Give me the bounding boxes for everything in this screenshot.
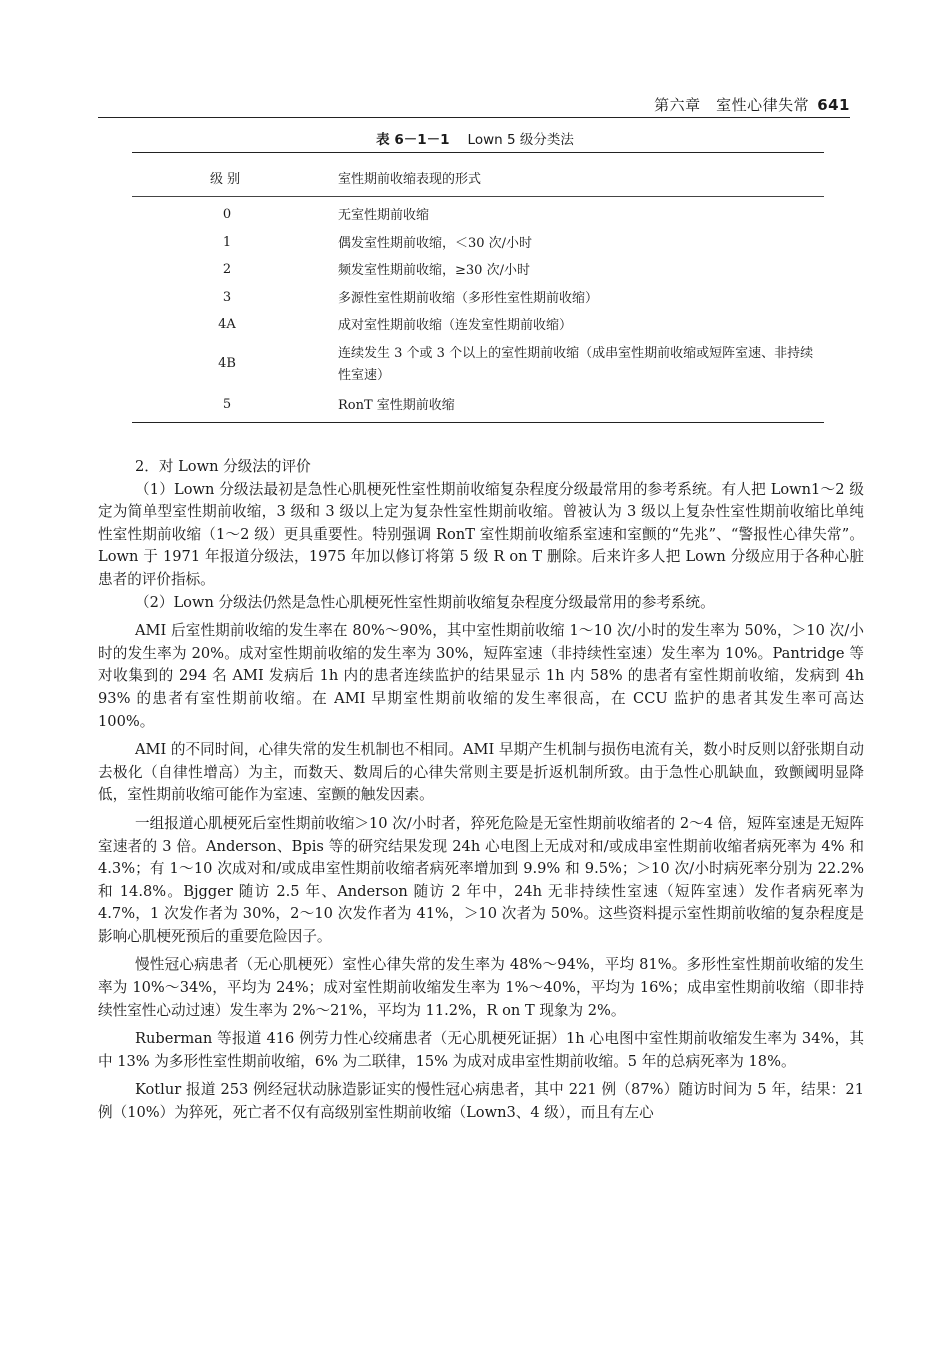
table-title: Lown 5 级分类法 [467,132,574,148]
page-number: 641 [817,96,850,114]
chapter-title: 第六章 室性心律失常 [654,96,810,114]
body-text [98,456,864,1125]
row-form: RonT 室性期前收缩 [338,398,455,413]
paragraph: 慢性冠心病患者（无心肌梗死）室性心律失常的发生率为 48%～94%，平均 81%。多形性室性期前收缩的发生率为 10%～34%，平均为 24%；成对室性期前收缩发生率为 1%～40%，平均为 16%；成串室性期前收缩（即非持续性室性心动过速）发生率为 2%～21%，平均为 11.2%，R on T 现象为 2%。 [98,956,864,1019]
row-grade: 4A [218,317,236,332]
section-heading: 2．对 Lown 分级法的评价 [135,458,311,475]
paragraph: AMI 后室性期前收缩的发生率在 80%～90%，其中室性期前收缩 1～10 次/小时的发生率为 50%，＞10 次/小时的发生率为 20%。成对室性期前收缩的发生率为 30%，短阵室速（非持续性室速）发生率为 10%。Pantridge 等对收集到的 294 名 AMI 发病后 1h 内的患者连续监护的结果显示 1h 内 58% 的患者有室性期前收缩，发病到 4h 93% 的患者有室性期前收缩。在 AMI 早期室性期前收缩的发生率很高，在 CCU 监护的患者其发生率可高达 100%。 [98,622,864,730]
row-form: 无室性期前收缩 [338,208,430,223]
row-grade: 2 [222,262,232,277]
header-form: 室性期前收缩表现的形式 [338,172,482,187]
paragraph: （1）Lown 分级法最初是急性心肌梗死性室性期前收缩复杂程度分级最常用的参考系统。有人把 Lown1～2 级定为简单型室性期前收缩，3 级和 3 级以上定为复杂性室性期前收缩。曾被认为 3 级以上复杂性室性期前收缩比单纯性室性期前收缩（1～2 级）更具重要性。特别强调 RonT 室性期前收缩系室速和室颤的“先兆”、“警报性心律失常”。Lown 于 1971 年报道分级法，1975 年加以修订将第 5 级 R on T 删除。后来许多人把 Lown 分级应用于各种心脏患者的评价指标。 [98,480,864,588]
running-head-text [654,94,850,115]
table-top-rule [132,152,824,153]
row-grade: 4B [218,356,236,371]
table-number: 表 6－1－1 [376,132,450,148]
table-header-rule [132,196,824,197]
row-form: 多源性室性期前收缩（多形性室性期前收缩） [338,291,599,306]
row-grade: 0 [222,207,232,222]
table-caption [0,128,950,148]
table-bottom-rule [132,422,824,423]
row-form: 连续发生 3 个或 3 个以上的室性期前收缩（成串室性期前收缩或短阵室速、非持续性室速） [338,346,814,383]
row-grade: 1 [222,235,232,250]
row-grade: 3 [222,290,232,305]
header-grade: 级 别 [210,172,241,187]
running-head [98,94,850,118]
row-grade: 5 [222,397,232,412]
paragraph: 一组报道心肌梗死后室性期前收缩＞10 次/小时者，猝死危险是无室性期前收缩者的 2～4 倍，短阵室速是无短阵室速者的 3 倍。Anderson、Bpis 等的研究结果发现 24h 心电图上无成对和/或成串室性期前收缩者病死率为 4% 和 4.3%；有 1～10 次成对和/或成串室性期前收缩者病死率增加到 9.9% 和 9.5%；＞10 次/小时病死率分别为 22.2% 和 14.8%。Bjgger 随访 2.5 年、Anderson 随访 2 年中，24h 无非持续性室速（短阵室速）发作者病死率为 4.7%，1 次发作者为 30%，2～10 次发作者为 41%，＞10 次者为 50%。这些资料提示室性期前收缩的复杂程度是影响心肌梗死预后的重要危险因子。 [98,814,864,945]
paragraph: Ruberman 等报道 416 例劳力性心绞痛患者（无心肌梗死证据）1h 心电图中室性期前收缩发生率为 34%，其中 13% 为多形性室性期前收缩，6% 为二联律，15% 为成对成串室性期前收缩。5 年的总病死率为 18%。 [98,1030,864,1070]
paragraph: Kotlur 报道 253 例经冠状动脉造影证实的慢性冠心病患者，其中 221 例（87%）随访时间为 5 年，结果：21 例（10%）为猝死，死亡者不仅有高级别室性期前收缩（Lown3、4 级），而且有左心 [98,1081,864,1122]
paragraph: AMI 的不同时间，心律失常的发生机制也不相同。AMI 早期产生机制与损伤电流有关，数小时反则以舒张期自动去极化（自律性增高）为主，而数天、数周后的心律失常则主要是折返机制所致。由于急性心肌缺血，致颤阈明显降低，室性期前收缩可能作为室速、室颤的触发因素。 [98,741,864,804]
row-form: 成对室性期前收缩（连发室性期前收缩） [338,318,573,333]
row-form: 频发室性期前收缩，≥30 次/小时 [338,263,530,278]
paragraph: （2）Lown 分级法仍然是急性心肌梗死性室性期前收缩复杂程度分级最常用的参考系统。 [135,593,715,611]
row-form: 偶发室性期前收缩，＜30 次/小时 [338,236,533,251]
